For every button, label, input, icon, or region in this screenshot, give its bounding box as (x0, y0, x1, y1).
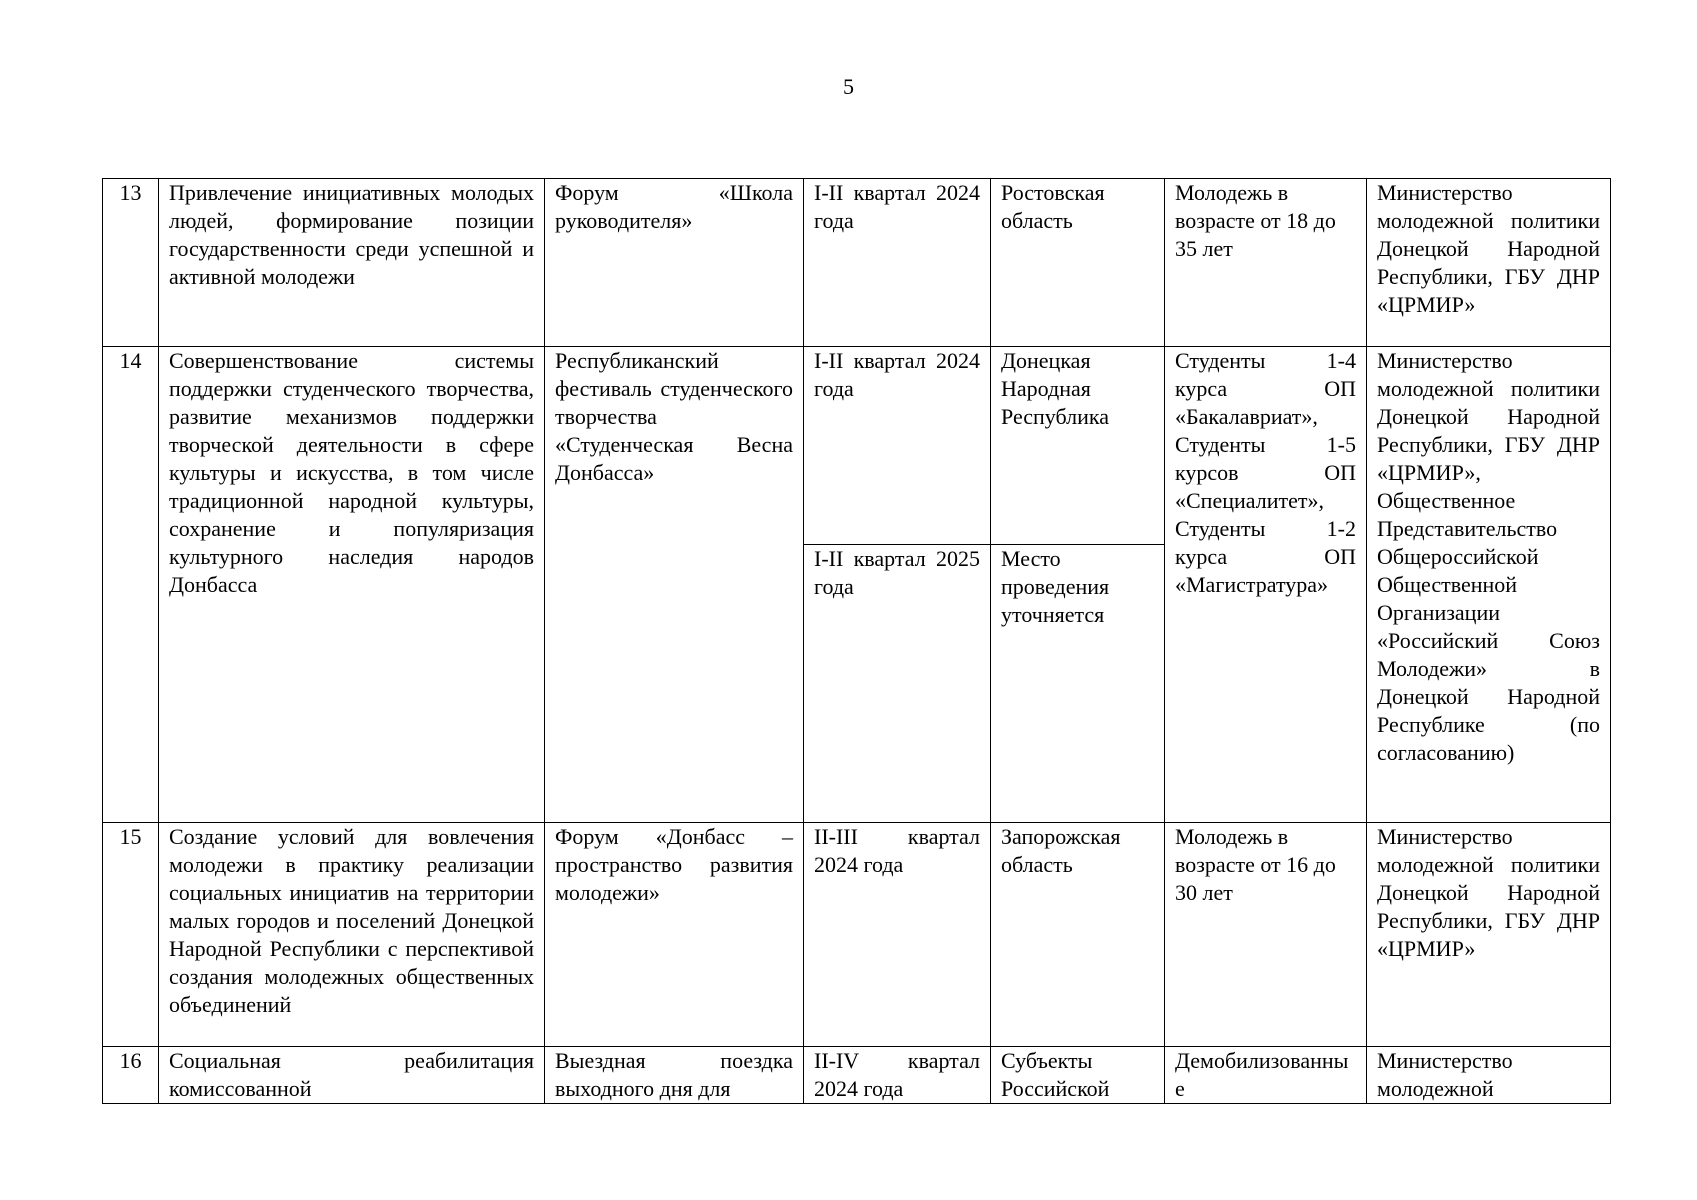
timing-cell: I-II квартал 2025 года (804, 545, 991, 823)
place-cell: Запорожская область (991, 823, 1165, 1047)
table-row (103, 347, 1611, 545)
table-row (103, 1047, 1611, 1104)
goal-cell: Совершенствование системы поддержки студенческого творчества, развитие механизмов поддержки творческой деятельности в сфере культуры и искусства, в том числе традиционной народной культуры, сохранение и популяризация культурного наследия народов Донбасса (159, 347, 545, 823)
goal-cell: Социальная реабилитация комиссованной (159, 1047, 545, 1104)
place-cell: Субъекты Российской (991, 1047, 1165, 1104)
table-row (103, 823, 1611, 1047)
participants-cell: Демобилизованные (1165, 1047, 1367, 1104)
responsible-cell: Министерство молодежной политики Донецкой Народной Республики, ГБУ ДНР «ЦРМИР» (1367, 179, 1611, 347)
event-cell: Республиканский фестиваль студенческого творчества «Студенческая Весна Донбасса» (545, 347, 804, 823)
responsible-cell: Министерство молодежной (1367, 1047, 1611, 1104)
row-number: 16 (103, 1047, 159, 1104)
goal-cell: Создание условий для вовлечения молодежи в практику реализации социальных инициатив на территории малых городов и поселений Донецкой Народной Республики с перспективой создания молодежных общественных объединений (159, 823, 545, 1047)
responsible-cell: Министерство молодежной политики Донецкой Народной Республики, ГБУ ДНР «ЦРМИР», Общественное Представительство Общероссийской Общественной Организации «Российский Союз Молодежи» в Донецкой Народной Республике (по согласованию) (1367, 347, 1611, 823)
row-number: 15 (103, 823, 159, 1047)
responsible-cell: Министерство молодежной политики Донецкой Народной Республики, ГБУ ДНР «ЦРМИР» (1367, 823, 1611, 1047)
participants-cell: Молодежь в возрасте от 16 до 30 лет (1165, 823, 1367, 1047)
events-table (102, 178, 1611, 1104)
place-cell: Ростовская область (991, 179, 1165, 347)
participants-cell: Молодежь в возрасте от 18 до 35 лет (1165, 179, 1367, 347)
goal-cell: Привлечение инициативных молодых людей, формирование позиции государственности среди успешной и активной молодежи (159, 179, 545, 347)
table-row (103, 179, 1611, 347)
timing-cell: I-II квартал 2024 года (804, 179, 991, 347)
timing-cell: II-IV квартал 2024 года (804, 1047, 991, 1104)
row-number: 13 (103, 179, 159, 347)
event-cell: Форум «Школа руководителя» (545, 179, 804, 347)
event-cell: Выездная поездка выходного дня для (545, 1047, 804, 1104)
row-number: 14 (103, 347, 159, 823)
page-number: 5 (843, 74, 854, 99)
participants-cell: Студенты 1-4 курса ОП «Бакалавриат», Студенты 1-5 курсов ОП «Специалитет», Студенты 1-2 курса ОП «Магистратура» (1165, 347, 1367, 823)
place-cell: Место проведения уточняется (991, 545, 1165, 823)
event-cell: Форум «Донбасс – пространство развития молодежи» (545, 823, 804, 1047)
timing-cell: I-II квартал 2024 года (804, 347, 991, 545)
place-cell: Донецкая Народная Республика (991, 347, 1165, 545)
timing-cell: II-III квартал 2024 года (804, 823, 991, 1047)
